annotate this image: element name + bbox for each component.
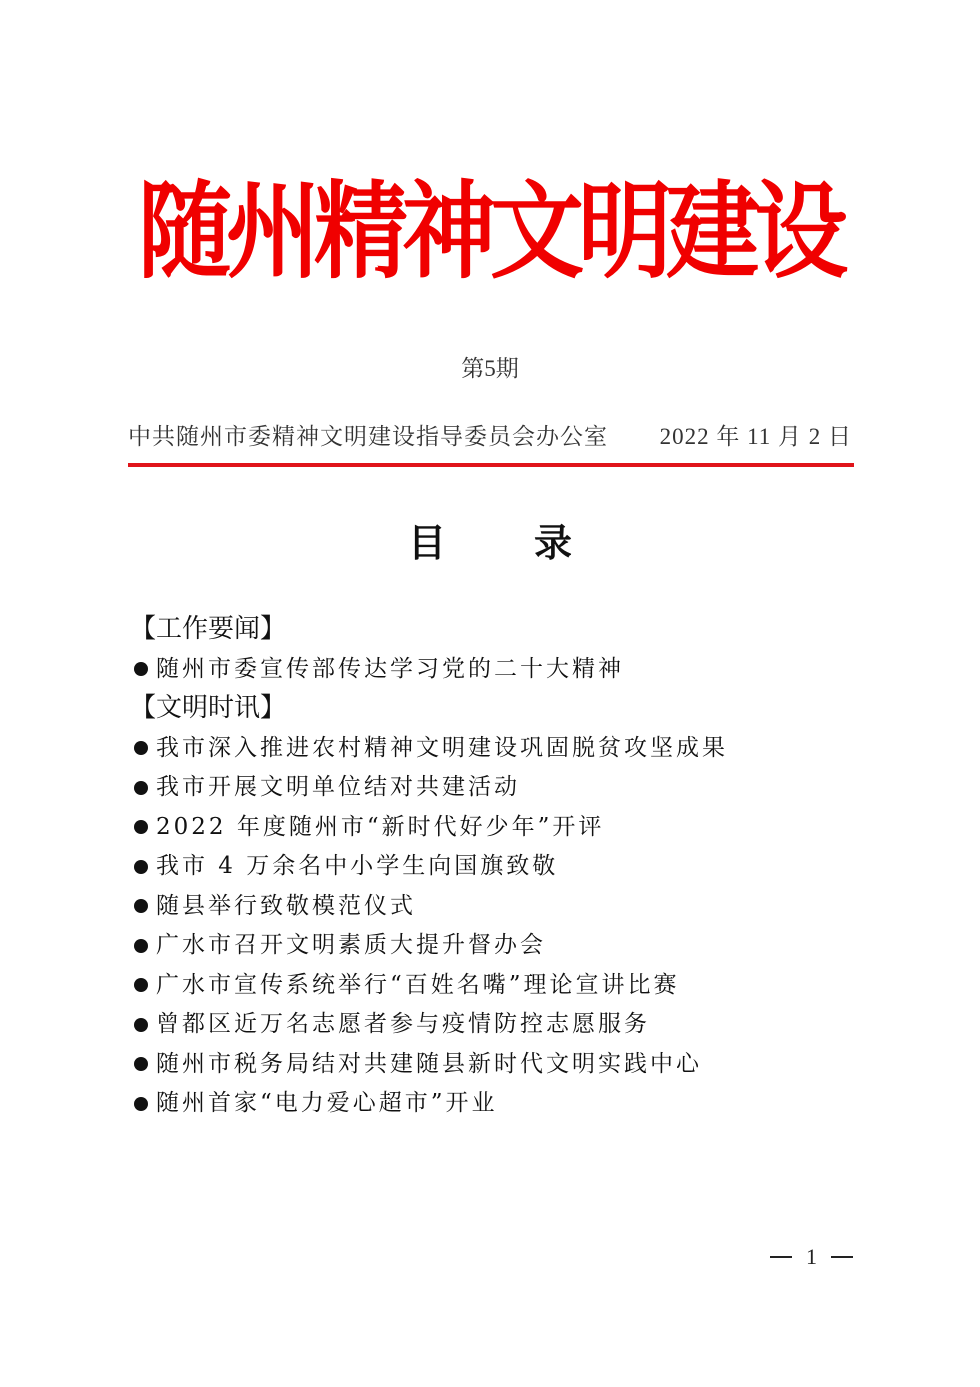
toc-item-label: 随州市委宣传部传达学习党的二十大精神 [156, 655, 624, 682]
toc-item-label: 广水市宣传系统举行“百姓名嘴”理论宣讲比赛 [156, 971, 680, 998]
toc-item[interactable] [130, 1045, 850, 1085]
bullet-icon [134, 1018, 148, 1032]
masthead-title: 随州精神文明建设 [137, 170, 842, 294]
bullet-icon [134, 978, 148, 992]
toc-title [0, 512, 980, 567]
bullet-icon [134, 939, 148, 953]
toc-item-label: 我市 4 万余名中小学生向国旗致敬 [156, 853, 559, 879]
table-of-contents [130, 610, 850, 1124]
section-heading: 【工作要闻】 [130, 614, 287, 644]
byline [128, 418, 852, 451]
bullet-icon [134, 1057, 148, 1071]
bullet-icon [134, 781, 148, 795]
dash-decoration [831, 1256, 853, 1258]
toc-item[interactable] [130, 1084, 850, 1124]
toc-item-label: 随县举行致敬模范仪式 [156, 892, 416, 919]
publish-date: 2022 年 11 月 2 日 [659, 424, 852, 449]
issue-number: 第5期 [461, 356, 519, 381]
toc-title-char: 目 [407, 521, 446, 565]
toc-title-char: 录 [534, 521, 573, 565]
section-heading: 【文明时讯】 [130, 693, 287, 723]
bullet-icon [134, 662, 148, 676]
bullet-icon [134, 820, 148, 834]
toc-item[interactable] [130, 926, 850, 966]
toc-item-label: 随州市税务局结对共建随县新时代文明实践中心 [156, 1050, 702, 1077]
bullet-icon [134, 741, 148, 755]
bullet-icon [134, 899, 148, 913]
publisher: 中共随州市委精神文明建设指导委员会办公室 [128, 424, 608, 449]
red-divider [128, 463, 854, 467]
page-number-value: 1 [806, 1244, 817, 1269]
toc-item-label: 2022 年度随州市“新时代好少年”开评 [156, 813, 605, 840]
toc-item[interactable] [130, 768, 850, 808]
toc-item[interactable] [130, 1005, 850, 1045]
page-number [770, 1244, 853, 1270]
dash-decoration [770, 1256, 792, 1258]
toc-item-label: 我市深入推进农村精神文明建设巩固脱贫攻坚成果 [156, 734, 728, 761]
toc-item-label: 随州首家“电力爱心超市”开业 [156, 1090, 498, 1116]
toc-item[interactable] [130, 650, 850, 690]
toc-item[interactable] [130, 887, 850, 927]
bullet-icon [134, 860, 148, 874]
toc-item-label: 我市开展文明单位结对共建活动 [156, 774, 520, 800]
toc-item[interactable] [130, 729, 850, 769]
toc-item-label: 广水市召开文明素质大提升督办会 [156, 932, 546, 958]
toc-item[interactable] [130, 966, 850, 1006]
bullet-icon [134, 1097, 148, 1111]
toc-item[interactable] [130, 808, 850, 848]
toc-item[interactable] [130, 847, 850, 887]
toc-item-label: 曾都区近万名志愿者参与疫情防控志愿服务 [156, 1011, 650, 1037]
